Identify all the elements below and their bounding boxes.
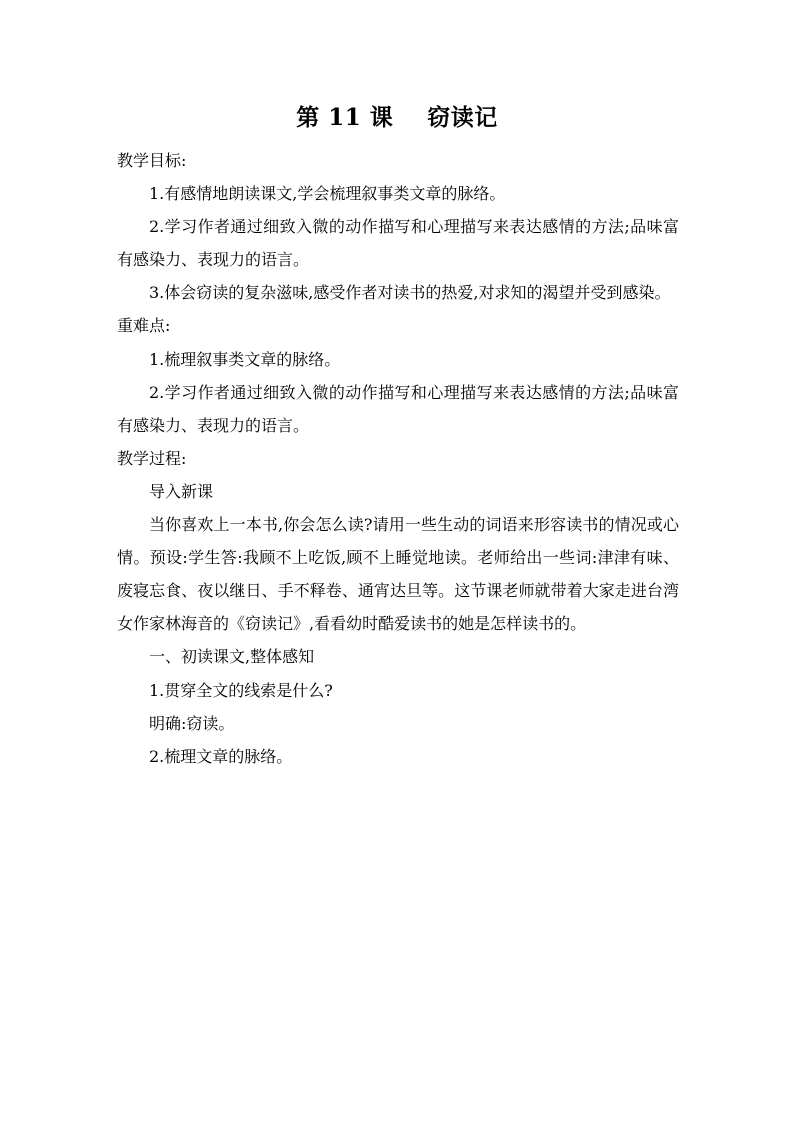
objective-2: 2.学习作者通过细致入微的动作描写和心理描写来表达感情的方法;品味富有感染力、表现力的语言。	[117, 217, 679, 270]
answer-1: 明确:窃读。	[149, 713, 235, 733]
question-1: 1.贯穿全文的线索是什么?	[149, 680, 333, 700]
subheading-first-reading: 一、初读课文,整体感知	[149, 647, 315, 667]
objective-1: 1.有感情地朗读课文,学会梳理叙事类文章的脉络。	[149, 184, 506, 204]
subheading-introduction: 导入新课	[149, 481, 214, 501]
introduction-paragraph: 当你喜欢上一本书,你会怎么读?请用一些生动的词语来形容读书的情况或心情。预设:学生答:我顾不上吃饭,顾不上睡觉地读。老师给出一些词:津津有味、废寝忘食、夜以继日、手不释卷、通宵达旦等。这节课老师就带着大家走进台湾女作家林海音的《窃读记》,看看幼时酷爱读书的她是怎样读书的。	[117, 515, 679, 634]
key-point-1: 1.梳理叙事类文章的脉络。	[149, 349, 341, 369]
lesson-body	[117, 144, 679, 773]
key-point-2: 2.学习作者通过细致入微的动作描写和心理描写来表达感情的方法;品味富有感染力、表现力的语言。	[117, 382, 679, 435]
section-heading-process: 教学过程:	[117, 448, 187, 468]
question-2: 2.梳理文章的脉络。	[149, 746, 293, 766]
section-heading-objectives: 教学目标:	[117, 151, 187, 170]
lesson-title: 第 11 课 窃读记	[296, 104, 498, 131]
section-heading-key-points: 重难点:	[117, 316, 171, 336]
objective-3: 3.体会窃读的复杂滋味,感受作者对读书的热爱,对求知的渴望并受到感染。	[149, 283, 671, 303]
